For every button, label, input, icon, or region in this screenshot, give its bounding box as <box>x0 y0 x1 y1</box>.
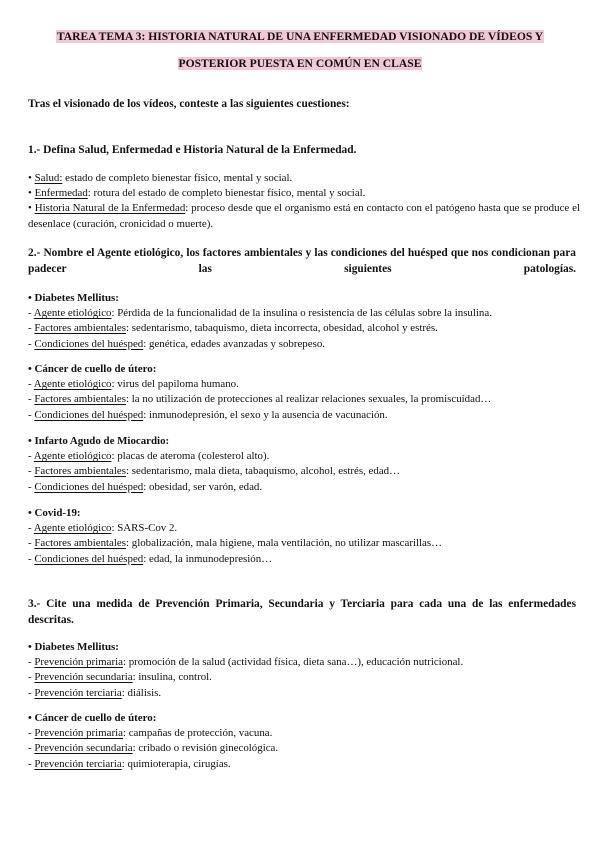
q2-host: - Condiciones del huésped: obesidad, ser varón, edad. <box>28 480 263 493</box>
q2-disease-name: • Diabetes Mellitus: <box>28 292 119 304</box>
q2-diabetes <box>28 291 580 352</box>
term-salud: Salud: <box>34 172 63 184</box>
q2-covid-19 <box>28 506 580 567</box>
q2-host: - Condiciones del huésped: inmunodepresión, el sexo y la ausencia de vacunación. <box>28 408 388 421</box>
q2-factors: - Factores ambientales: la no utilización de protecciones al realizar relaciones sexuales, la promiscuidad… <box>28 393 492 406</box>
q3-diabetes <box>28 640 580 701</box>
q2-factors: - Factores ambientales: globalización, mala higiene, mala ventilación, no utilizar mascarillas… <box>28 537 443 550</box>
q2-agent: - Agente etiológico: Pérdida de la funcionalidad de la insulina o resistencia de las células sobre la insulina. <box>28 307 492 320</box>
q3-disease-name: • Diabetes Mellitus: <box>28 641 119 653</box>
term-enfermedad: Enfermedad <box>34 187 88 200</box>
q3-cancer-cuello-utero <box>28 711 580 772</box>
q2-agent: - Agente etiológico: SARS-Cov 2. <box>28 522 178 535</box>
intro-text: Tras el visionado de los vídeos, conteste a las siguientes cuestiones: <box>28 98 350 110</box>
q1-item-salud: • Salud: estado de completo bienestar físico, mental y social. <box>28 172 293 184</box>
question-3-heading: 3.- Cite una medida de Prevención Primaria, Secundaria y Terciaria para cada una de las enfermedades descritas. <box>28 598 576 626</box>
title-line-1: TAREA TEMA 3: HISTORIA NATURAL DE UNA ENFERMEDAD VISIONADO DE VÍDEOS Y <box>56 30 544 43</box>
q1-item-historia-natural: • Historia Natural de la Enfermedad: proceso desde que el organismo está en contacto con el patógeno hasta que se produce el desenlace (curación, cronicidad o muerte). <box>28 202 580 230</box>
q2-disease-name: • Covid-19: <box>28 507 81 519</box>
question-2-heading: 2.- Nombre el Agente etiológico, los factores ambientales y las condiciones del huésped que nos condicionan para padecer las siguientes patologías. <box>28 247 576 275</box>
q3-primary: - Prevención primaria: campañas de protección, vacuna. <box>28 727 273 740</box>
q2-infarto-agudo-miocardio <box>28 434 580 495</box>
q2-agent: - Agente etiológico: placas de ateroma (colesterol alto). <box>28 450 270 463</box>
q3-secondary: - Prevención secundaria: insulina, control. <box>28 671 212 684</box>
q2-cancer-cuello-utero <box>28 362 580 423</box>
q1-item-enfermedad: • Enfermedad: rotura del estado de completo bienestar físico, mental y social. <box>28 187 366 200</box>
q3-secondary: - Prevención secundaria: cribado o revisión ginecológica. <box>28 742 279 755</box>
q3-tertiary: - Prevención terciaria: diálisis. <box>28 686 162 699</box>
question-1-heading: 1.- Defina Salud, Enfermedad e Historia Natural de la Enfermedad. <box>28 144 357 156</box>
q3-primary: - Prevención primaria: promoción de la salud (actividad física, dieta sana…), educación nutricional. <box>28 656 464 669</box>
q2-disease-name: • Cáncer de cuello de útero: <box>28 363 157 375</box>
question-1-answers <box>28 171 580 232</box>
q2-disease-name: • Infarto Agudo de Miocardio: <box>28 435 170 447</box>
q2-factors: - Factores ambientales: sedentarismo, mala dieta, tabaquismo, alcohol, estrés, edad… <box>28 465 400 478</box>
q2-factors: - Factores ambientales: sedentarismo, tabaquismo, dieta incorrecta, obesidad, alcohol y estrés. <box>28 322 438 335</box>
q3-tertiary: - Prevención terciaria: quimioterapia, cirugías. <box>28 757 231 770</box>
title-line-2: POSTERIOR PUESTA EN COMÚN EN CLASE <box>178 57 422 70</box>
q2-host: - Condiciones del huésped: genética, edades avanzadas y sobrepeso. <box>28 337 325 350</box>
term-historia-natural: Historia Natural de la Enfermedad <box>34 202 186 215</box>
q2-agent: - Agente etiológico: virus del papiloma humano. <box>28 378 239 391</box>
q2-host: - Condiciones del huésped: edad, la inmunodepresión… <box>28 552 273 565</box>
q3-disease-name: • Cáncer de cuello de útero: <box>28 712 157 724</box>
